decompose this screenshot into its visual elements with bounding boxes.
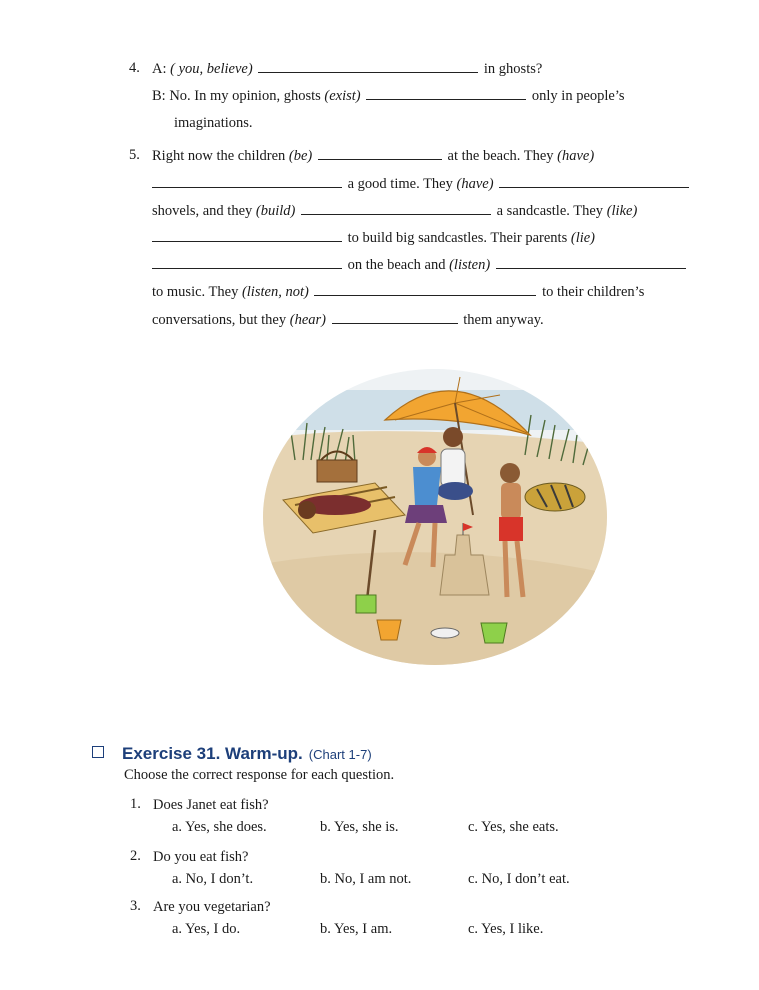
item-5-line-5: on the beach and (listen) [152,256,688,274]
item-number: 5. [129,147,140,163]
item-4-line-b-cont: imaginations. [174,115,253,131]
item-5-line-1: Right now the children (be) at the beach. They (have) [152,148,595,164]
answer-blank[interactable] [496,256,686,269]
item-5-line-7: conversations, but they (hear) them anyway. [152,312,544,328]
verb-cue: (exist) [324,88,361,104]
answer-blank[interactable] [258,60,478,73]
answer-blank[interactable] [499,175,689,188]
beach-scene-icon [255,365,615,670]
verb-cue: (have) [456,176,494,192]
answer-option-c[interactable]: c. Yes, I like. [468,921,544,937]
answer-blank[interactable] [318,147,442,160]
verb-cue: (like) [606,203,638,219]
answer-option-a[interactable]: a. Yes, I do. [172,921,241,937]
question-number: 2. [130,848,141,864]
verb-cue: (listen) [449,257,491,273]
answer-blank[interactable] [366,87,526,100]
answer-blank[interactable] [314,283,536,296]
answer-blank[interactable] [152,175,342,188]
item-5-line-3: shovels, and they (build) a sandcastle. They (like) [152,203,638,219]
exercise-title: Exercise 31. Warm-up. [122,744,303,763]
answer-option-c[interactable]: c. No, I don’t eat. [468,871,570,887]
item-5-line-4: to build big sandcastles. Their parents (lie) [152,229,595,247]
item-5-line-6: to music. They (listen, not) to their children’s [152,284,645,300]
answer-option-b[interactable]: b. Yes, she is. [320,819,399,835]
answer-blank[interactable] [332,311,458,324]
exercise-instruction: Choose the correct response for each question. [124,767,395,783]
verb-cue: (have) [557,148,595,164]
verb-cue: ( you, believe) [170,61,253,77]
answer-option-c[interactable]: c. Yes, she eats. [468,819,559,835]
answer-blank[interactable] [152,229,342,242]
checkbox-icon[interactable] [92,746,104,758]
question-text: Are you vegetarian? [153,899,271,915]
verb-cue: (listen, not) [241,284,309,300]
verb-cue: (hear) [289,312,326,328]
verb-cue: (lie) [570,230,596,246]
exercise-31-heading [92,744,372,764]
answer-option-b[interactable]: b. No, I am not. [320,871,412,887]
item-4-line-b: B: No. In my opinion, ghosts (exist) only in people’s [152,88,625,104]
answer-blank[interactable] [152,256,342,269]
answer-blank[interactable] [301,202,491,215]
question-number: 1. [130,796,141,812]
verb-cue: (build) [255,203,296,219]
chart-reference: (Chart 1-7) [308,747,372,762]
answer-option-a[interactable]: a. No, I don’t. [172,871,254,887]
item-4-line-a: A: ( you, believe) in ghosts? [152,61,543,77]
question-text: Do you eat fish? [153,849,249,865]
verb-cue: (be) [288,148,313,164]
answer-option-a[interactable]: a. Yes, she does. [172,819,267,835]
item-5-line-2: a good time. They (have) [152,175,691,193]
answer-option-b[interactable]: b. Yes, I am. [320,921,393,937]
item-number: 4. [129,60,140,76]
question-number: 3. [130,898,141,914]
question-text: Does Janet eat fish? [153,797,269,813]
